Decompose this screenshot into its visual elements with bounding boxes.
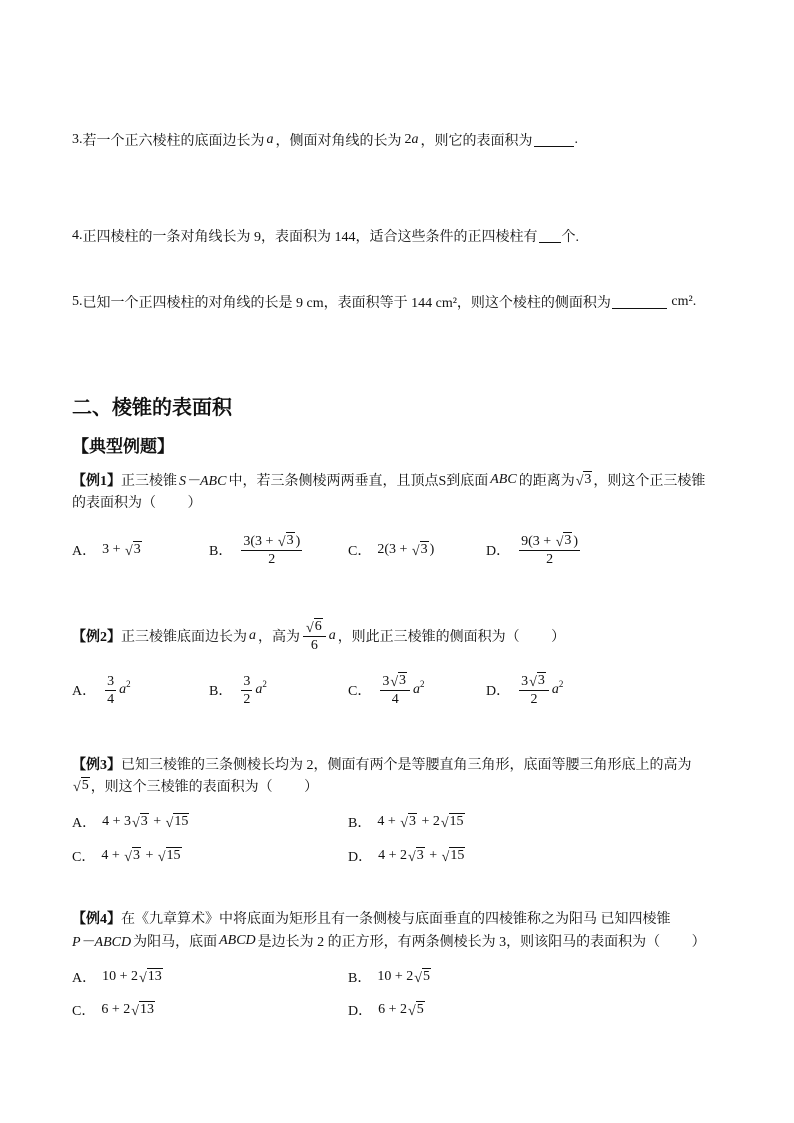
radicand: 3: [564, 533, 572, 549]
example-text: ，则这个三棱锥的表面积为（ ）: [90, 780, 319, 795]
example-label: 【例2】: [72, 630, 121, 645]
exercise-text: 已知一个正四棱柱的对角线的长是 9 cm，表面积等于 144 cm²，则这个棱柱的侧面积为: [82, 296, 611, 311]
exercise-number: 3.: [72, 132, 83, 147]
option-b: [209, 530, 305, 570]
example-text: 已知三棱锥的三条侧棱长均为 2，侧面有两个是等腰直角三角形，底面等腰三角形底上的高为: [121, 758, 692, 773]
sqrt-expression: √ 15: [157, 848, 181, 865]
radicand: 3: [537, 673, 545, 689]
fraction-numerator: [519, 532, 580, 550]
exercise-number: 4.: [72, 228, 83, 243]
math-expression: ABCD: [219, 933, 256, 948]
sqrt-expression: √ 15: [441, 848, 465, 865]
example-label: 【例3】: [72, 758, 121, 773]
fraction: [380, 672, 410, 707]
option-d: [486, 670, 563, 710]
sqrt-expression: √ 3: [400, 814, 416, 831]
option-math: +: [149, 814, 165, 829]
radicand: 3: [408, 814, 416, 830]
example-text: 正三棱锥: [121, 474, 177, 489]
option-math: 4 +: [101, 848, 124, 863]
exercise-text: 正四棱柱的一条对角线长为 9，表面积为 144，适合这些条件的正四棱柱有: [82, 230, 538, 245]
fraction: [519, 532, 580, 567]
math-variable: a: [266, 132, 274, 147]
sqrt-expression: √ 3: [125, 542, 141, 559]
option-letter: A．: [72, 544, 97, 559]
option-letter: B．: [348, 971, 372, 986]
option-c: [348, 530, 434, 570]
radicand: 15: [166, 848, 181, 864]
example-2-line-1: [72, 616, 565, 656]
option-math: 3: [521, 673, 529, 689]
exponent: 2: [126, 679, 131, 689]
option-letter: B．: [209, 684, 233, 699]
option-math: 4 +: [377, 814, 400, 829]
example-text: ，高为: [258, 630, 300, 645]
option-letter: D．: [486, 684, 511, 699]
exponent: 2: [558, 679, 564, 689]
math-variable: a: [249, 628, 256, 643]
option-letter: A．: [72, 816, 97, 831]
radicand: 3: [399, 673, 407, 689]
option-math: ): [429, 542, 435, 557]
example-text: 为阳马，底面: [133, 935, 218, 950]
fraction: [241, 532, 302, 567]
radicand: 15: [450, 848, 465, 864]
option-math: ): [295, 533, 301, 549]
sqrt-expression: √ 13: [139, 969, 162, 986]
exercise-5: [72, 292, 696, 312]
option-math: +: [425, 848, 441, 863]
exercise-4: [72, 226, 579, 246]
answer-blank: [534, 133, 574, 147]
fraction-numerator: [303, 618, 326, 636]
fraction-denominator: 2: [546, 551, 554, 567]
example-1-line-2: [72, 492, 202, 512]
example-text: 在《九章算术》中将底面为矩形且有一条侧棱与底面垂直的四棱锥称之为阳马 已知四棱锥: [121, 912, 671, 927]
option-letter: A．: [72, 684, 97, 699]
exercise-3: [72, 130, 578, 150]
sqrt-expression: √ 3: [575, 472, 592, 489]
option-a: [72, 812, 190, 832]
math-variable: a: [119, 682, 127, 697]
example-text: 的距离为: [518, 474, 575, 489]
answer-blank: [612, 295, 667, 309]
math-variable: a: [328, 628, 336, 643]
option-d: [348, 846, 466, 866]
sqrt-expression: √ 5: [73, 778, 89, 795]
example-text: 的表面积为（ ）: [72, 496, 202, 511]
example-text: ，则此正三棱锥的侧面积为（ ）: [337, 630, 566, 645]
fraction-denominator: 6: [310, 637, 318, 653]
exponent: 2: [420, 679, 425, 689]
option-letter: D．: [348, 1004, 373, 1019]
exercise-end: .: [574, 132, 578, 147]
exercise-text: 若一个正六棱柱的底面边长为: [82, 134, 265, 149]
option-letter: B．: [348, 816, 372, 831]
option-c: [348, 670, 425, 710]
radicand: 5: [422, 969, 430, 985]
option-letter: C．: [348, 684, 372, 699]
option-d: [486, 530, 583, 570]
option-math: 3: [382, 673, 390, 689]
math-expression: P－ABCD: [72, 935, 132, 950]
fraction: [105, 673, 116, 708]
option-math: 3(3 +: [243, 533, 277, 549]
option-math: 10 + 2: [102, 969, 139, 984]
option-letter: A．: [72, 971, 97, 986]
option-b: [348, 967, 432, 987]
example-text: ，则这个正三棱锥: [593, 474, 706, 489]
fraction-denominator: 2: [530, 691, 538, 707]
option-b: [209, 670, 267, 710]
option-b: [348, 812, 466, 832]
example-4-line-2: [72, 931, 706, 951]
option-letter: C．: [72, 850, 96, 865]
option-math: 3 +: [102, 542, 125, 557]
option-a: [72, 967, 164, 987]
math-variable: a: [255, 682, 263, 697]
sqrt-expression: √ 3: [555, 533, 572, 550]
option-a: [72, 670, 131, 710]
math-variable: a: [551, 682, 559, 697]
fraction-denominator: 2: [243, 691, 251, 707]
fraction-numerator: [519, 672, 549, 690]
sqrt-expression: √ 5: [408, 1002, 424, 1019]
sqrt-expression: √ 3: [277, 533, 294, 550]
option-letter: C．: [72, 1004, 96, 1019]
option-math: 6 + 2: [378, 1002, 408, 1017]
fraction-numerator: 3: [243, 673, 251, 689]
sqrt-expression: √ 15: [165, 814, 189, 831]
section-heading-text: 二、棱锥的表面积: [72, 396, 232, 419]
sqrt-expression: √ 3: [411, 542, 428, 559]
math-variable: a: [411, 132, 419, 147]
example-1-line-1: [72, 470, 705, 490]
option-math: 9(3 +: [521, 533, 555, 549]
option-math: +: [141, 848, 157, 863]
option-math: ): [573, 533, 579, 549]
exercise-text: cm².: [667, 294, 697, 309]
example-label: 【例4】: [72, 912, 121, 927]
example-text: 中，若三条侧棱两两垂直，且顶点S到底面: [228, 474, 489, 489]
math-variable: a: [413, 682, 421, 697]
fraction-denominator: 4: [107, 691, 115, 707]
option-c: [72, 846, 183, 866]
option-letter: C．: [348, 544, 372, 559]
radicand: 5: [81, 778, 89, 794]
radicand: 13: [139, 1002, 154, 1018]
section-heading: [72, 392, 232, 418]
exercise-number: 5.: [72, 294, 83, 309]
option-math: + 2: [417, 814, 440, 829]
option-letter: D．: [348, 850, 373, 865]
sqrt-expression: √ 15: [440, 814, 464, 831]
exercise-text: ，则它的表面积为: [420, 134, 533, 149]
radicand: 3: [286, 533, 294, 549]
example-3-line-1: [72, 754, 692, 774]
example-text: 正三棱锥底面边长为: [121, 630, 247, 645]
option-letter: B．: [209, 544, 233, 559]
fraction: [241, 673, 252, 708]
radicand: 3: [584, 472, 592, 488]
radicand: 15: [174, 814, 189, 830]
fraction-numerator: [380, 672, 410, 690]
subheading: [72, 432, 174, 456]
radicand: 6: [314, 619, 322, 635]
option-math: 2(3 +: [377, 542, 411, 557]
radicand: 5: [416, 1002, 424, 1018]
radicand: 3: [133, 542, 141, 558]
option-math: 10 + 2: [377, 969, 414, 984]
fraction-denominator: 2: [268, 551, 276, 567]
sqrt-expression: √ 3: [408, 848, 424, 865]
radicand: 3: [132, 848, 140, 864]
subheading-text: 【典型例题】: [72, 436, 174, 456]
fraction: [303, 618, 326, 653]
example-text: 是边长为 2 的正方形，有两条侧棱长为 3，则该阳马的表面积为（ ）: [257, 935, 706, 950]
exercise-text: ，侧面对角线的长为: [275, 134, 402, 149]
sqrt-expression: √ 13: [131, 1002, 154, 1019]
option-letter: D．: [486, 544, 511, 559]
math-number: 2: [404, 132, 412, 147]
fraction: [519, 672, 549, 707]
radicand: 3: [140, 814, 148, 830]
sqrt-expression: √ 5: [414, 969, 430, 986]
option-math: 4 + 2: [378, 848, 408, 863]
example-3-line-2: [72, 776, 318, 796]
math-expression: S－ABC: [179, 474, 227, 489]
option-a: [72, 530, 143, 570]
radicand: 15: [449, 814, 464, 830]
option-math: 6 + 2: [101, 1002, 131, 1017]
exercise-text: 个.: [561, 230, 579, 245]
radicand: 3: [420, 542, 428, 558]
option-d: [348, 1000, 426, 1020]
sqrt-expression: √ 3: [132, 814, 148, 831]
example-label: 【例1】: [72, 474, 121, 489]
example-4-line-1: [72, 908, 671, 928]
sqrt-expression: √ 3: [390, 673, 407, 690]
math-expression: ABC: [490, 472, 517, 487]
option-math: 4 + 3: [102, 814, 132, 829]
fraction-numerator: [241, 532, 302, 550]
fraction-denominator: 4: [391, 691, 399, 707]
sqrt-expression: √ 3: [529, 673, 545, 690]
answer-blank: [539, 229, 561, 243]
sqrt-expression: √ 6: [306, 619, 322, 636]
exponent: 2: [262, 679, 267, 689]
radicand: 13: [147, 969, 162, 985]
sqrt-expression: √ 3: [124, 848, 140, 865]
option-c: [72, 1000, 156, 1020]
fraction-numerator: 3: [107, 673, 115, 689]
radicand: 3: [416, 848, 424, 864]
